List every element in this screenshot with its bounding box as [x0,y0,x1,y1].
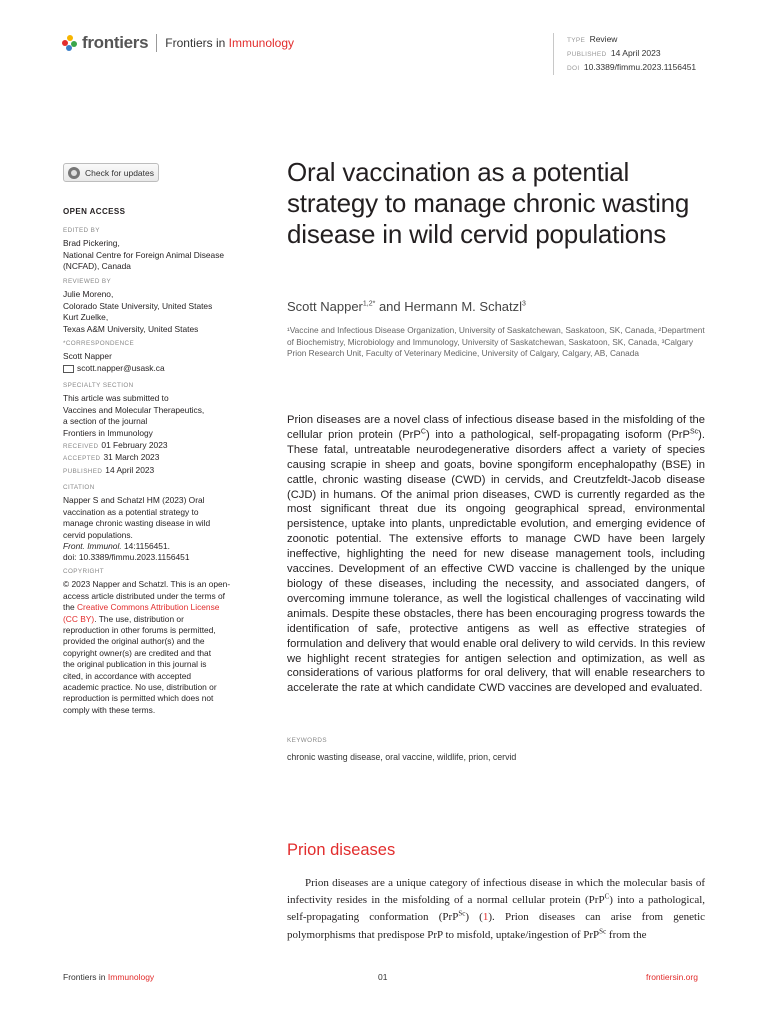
keywords: chronic wasting disease, oral vaccine, wildlife, prion, cervid [287,752,517,762]
abstract: Prion diseases are a novel class of infectious disease based in the misfolding of the cellular prion protein (PrP$^C$) into a pathological, self-propagating isoform (PrP$^{Sc}$). These fatal, untreatable neurodegenerative disorders affect a variety of species causing scrapie in sheep and goats, bovine spongiform encephalopathy (BSE) in cattle, chronic wasting disease (CWD) in cervids, and Creutzfeldt-Jacob disease (CJD) in humans. Of the animal prion diseases, CWD is currently regarded as the most significant threat due its ongoing geographical spread, environmental persistence, uptake into plants, unpredictable evolution, and emerging evidence of zoonotic potential. The extensive efforts to manage CWD have been largely ineffective, highlighting the need for new disease management tools, including vaccines. Development of an effective CWD vaccine is challenged by the unique biology of these diseases, including the necessity, and associated dangers, of overcoming immune tolerance, as well the logistical challenges of vaccinating wild animals. Despite these obstacles, there has been encouraging progress towards the identification of safe, protective antigens as well as effective strategies of formulation and delivery that would enable oral delivery to wild cervids. In this review we highlight recent strategies for antigen selection and optimization, as well as considerations of various platforms for oral delivery, that will enable researchers to accelerate the rate at which candidate CWD vaccines are developed and evaluated. [287,414,705,695]
cc-license-link[interactable]: Creative Commons Attribution License [76,602,220,613]
cc-by-link[interactable]: (CC BY) [63,613,95,624]
author-list: Scott Napper$^{1,2*}$ and Hermann M. Schatzl$^3$ [287,299,526,314]
article-doi[interactable]: DOI 10.3389/fimmu.2023.1156451 [567,62,697,72]
article-type: TYPE Review [567,34,618,44]
edited-by-section: EDITED BY Brad Pickering, National Centre for Foreign Animal Disease (NCFAD), Canada [63,227,225,272]
reference-link[interactable]: 1 [482,911,489,924]
specialty-section: SPECIALTY SECTION This article was submitted to Vaccines and Molecular Therapeutics, a section of the journal Frontiers in Immunology [63,382,205,438]
check-for-updates-button[interactable]: Check for updates [63,163,159,182]
reviewed-by-section: REVIEWED BY Julie Moreno, Colorado State University, United States Kurt Zuelke, Texas A&M University, United States [63,278,213,334]
open-access-label: OPEN ACCESS [63,207,126,216]
keywords-label: KEYWORDS [287,737,327,744]
dates-section: RECEIVED 01 February 2023 ACCEPTED 31 March 2023 PUBLISHED 14 April 2023 [63,440,168,475]
check-updates-icon [68,167,80,179]
article-meta [553,33,696,75]
mail-icon [63,365,74,373]
citation-section: CITATION Napper S and Schatzl HM (2023) Oral vaccination as a potential strategy to manage chronic wasting disease in wild cervid populations. Front. Immunol. 14:1156451. doi: 10.3389/fimmu.2023.1156451 [63,484,211,563]
footer-site-link[interactable]: frontiersin.org [646,972,698,982]
header-divider [156,34,157,52]
section-heading: Prion diseases [287,841,396,859]
author-napper[interactable]: Scott Napper [287,299,363,314]
article-published: PUBLISHED 14 April 2023 [567,48,661,58]
frontiers-logo-text[interactable]: frontiers [82,33,149,52]
copyright-section: COPYRIGHT © 2023 Napper and Schatzl. This is an open- access article distributed under the terms of the Creative Commons Attribution License (CC BY). The use, distribution or reproduction in other forums is permitted, provided the original author(s) and the copyright owner(s) are credited and that the original publication in this journal is cited, in accordance with accepted academic practice. No use, distribution or reproduction is permitted which does not comply with these terms. [63,568,231,715]
page-number: 01 [378,972,388,982]
footer-journal: Frontiers in Immunology [63,972,155,982]
affiliations: ¹Vaccine and Infectious Disease Organization, University of Saskatchewan, Saskatoon, SK, Canada, ²Department of Biochemistry, Microbiology and Immunology, University of Saskatchewan, Saskatoon, SK, Canada, ³Calgary Prion Research Unit, Faculty of Veterinary Medicine, University of Calgary, Calgary, AB, Canada [287,325,705,359]
frontiers-logo-icon [62,35,78,51]
correspondence-section: *CORRESPONDENCE Scott Napper scott.napper@usask.ca [63,338,253,374]
journal-header [62,33,294,53]
body-paragraph: Prion diseases are a unique category of infectious disease in which the molecular basis of infectivity resides in the misfolding of a normal cellular protein (PrP$^C$) into a pathological, self-propagating conformation (PrP$^{Sc}$) (1). Prion diseases can arise from genetic polymorphisms that predispose PrP to misfold, uptake/ingestion of PrP$^{Sc}$ from the [287,877,706,941]
correspondence-email[interactable]: scott.napper@usask.ca [63,363,253,374]
author-schatzl[interactable]: Hermann M. Schatzl [404,299,523,314]
journal-title[interactable]: Frontiers in Immunology [165,36,295,50]
article-title: Oral vaccination as a potential strategy to manage chronic wasting disease in wild cervid populations [287,157,690,249]
